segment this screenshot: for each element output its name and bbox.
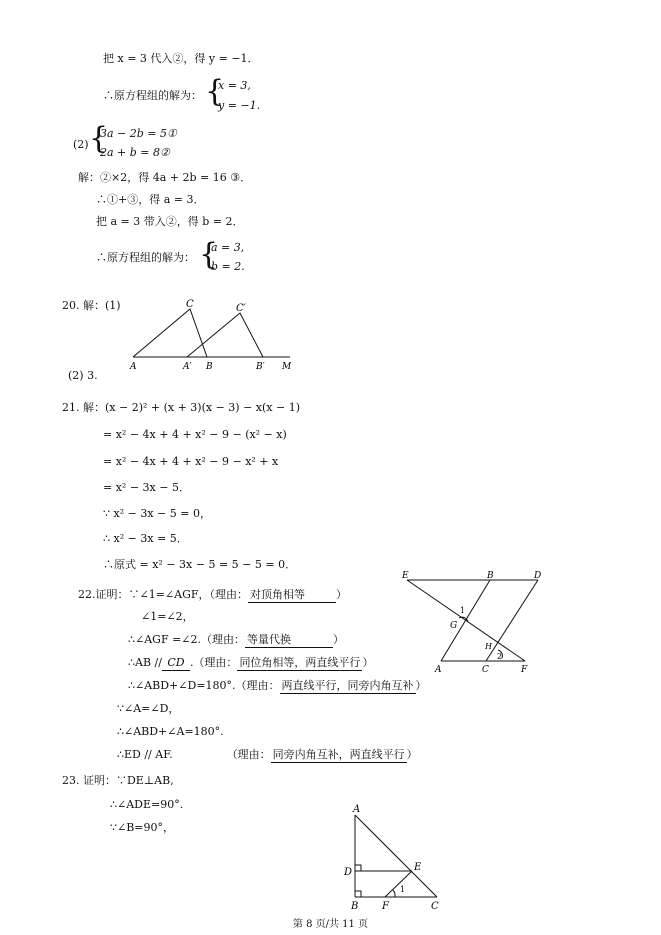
s22-line-1	[78, 588, 347, 603]
s22-angle-1: 1	[460, 606, 466, 615]
page-footer: 第 8 页/共 11 页	[292, 919, 369, 930]
s22-line-1-pre: 22.证明：∵∠1=∠AGF，（理由：	[78, 588, 249, 601]
s19-brace-2: {	[89, 121, 109, 156]
s20-translation-figure	[125, 296, 300, 376]
s22-line-4	[128, 656, 373, 671]
s22-point-H: H	[485, 642, 492, 651]
s22-reason-5: 两直线平行，同旁内角互补	[281, 679, 414, 692]
s22-line-2: ∠1=∠2，	[141, 610, 194, 623]
s19-part2-label: (2)	[73, 138, 89, 151]
s19-brace-1: {	[205, 74, 225, 109]
s19-solution2-prefix: ∴原方程组的解为：	[96, 251, 195, 264]
s21-line-5: ∵ x² − 3x − 5 = 0，	[103, 507, 211, 520]
s19-solution-x: x = 3,	[218, 79, 251, 92]
s22-line-8	[117, 748, 418, 763]
s22-close-4: ）	[362, 656, 374, 669]
s23-right-triangle-figure	[340, 800, 450, 915]
s22-line-5-pre: ∴∠ABD+∠D=180°.（理由：	[128, 679, 280, 692]
s22-point-A: A	[435, 665, 442, 675]
s21-line-6: ∴ x² − 3x = 5．	[103, 532, 188, 545]
s23-line-2: ∴∠ADE=90°.	[110, 798, 184, 811]
s22-line-3	[128, 633, 344, 648]
s22-line-8-pre: ∴ED // AF.	[117, 748, 173, 761]
s19-line-substitute: 把 x = 3 代入②，得 y = −1．	[103, 52, 259, 65]
s23-point-D: D	[344, 867, 353, 878]
s22-blank-cd: CD	[162, 656, 190, 671]
s23-point-F: F	[382, 901, 389, 912]
s22-point-F: F	[521, 665, 528, 675]
s20-point-A1: A′	[183, 362, 192, 372]
s19-line-substitute-a: 把 a = 3 带入②，得 b = 2．	[96, 215, 244, 228]
s22-line-6: ∵∠A=∠D，	[117, 702, 180, 715]
s20-point-B1: B′	[256, 362, 265, 372]
s22-reason-8: 同旁内角互补，两直线平行	[272, 748, 405, 761]
s22-line-5	[128, 679, 427, 694]
s20-point-A: A	[130, 362, 137, 372]
s19-line-multiply: 解：②×2，得 4a + 2b = 16 ③．	[78, 171, 252, 184]
s21-line-7: ∴原式 = x² − 3x − 5 = 5 − 5 = 0．	[103, 558, 297, 571]
s22-close-8: ）	[406, 748, 418, 761]
s23-angle-1: 1	[400, 885, 406, 894]
s19-solution2-b: b = 2.	[211, 260, 245, 273]
s22-point-G: G	[450, 621, 458, 631]
s23-point-C: C	[431, 901, 439, 912]
s22-line-4-mid: .（理由：	[189, 656, 238, 669]
s20-point-B: B	[206, 362, 213, 372]
s22-reason-1: 对顶角相等	[248, 588, 336, 603]
s22-reason-4: 同位角相等，两直线平行	[239, 656, 361, 669]
s22-close-5: ）	[415, 679, 427, 692]
s21-line-3: = x² − 4x + 4 + x² − 9 − x² + x	[103, 455, 279, 468]
s22-line-4-pre: ∴AB //	[128, 656, 162, 669]
s22-angle-2: 2	[497, 652, 503, 661]
s22-line-7: ∴∠ABD+∠A=180°.	[117, 725, 224, 738]
s19-solution2-a: a = 3,	[211, 241, 245, 254]
s22-close-1: ）	[336, 588, 348, 601]
s23-point-A: A	[353, 804, 361, 815]
s19-brace-3: {	[199, 237, 219, 272]
s20-point-M: M	[282, 362, 292, 372]
s19-equation-1: 3a − 2b = 5①	[100, 127, 177, 140]
s21-line-2: = x² − 4x + 4 + x² − 9 − (x² − x)	[103, 428, 287, 441]
s19-line-add: ∴①+③，得 a = 3．	[96, 193, 205, 206]
s21-line-1: 21. 解：(x − 2)² + (x + 3)(x − 3) − x(x − 1)	[62, 401, 301, 414]
s20-point-C1: C′	[236, 303, 246, 314]
s21-line-4: = x² − 3x − 5．	[103, 481, 190, 494]
s19-solution-y: y = −1.	[218, 99, 261, 112]
s22-close-3: ）	[333, 633, 345, 646]
s23-point-E: E	[414, 862, 422, 873]
s19-solution-prefix: ∴原方程组的解为：	[103, 89, 202, 102]
s22-point-C: C	[482, 665, 489, 675]
s22-line-8-mid: （理由：	[226, 748, 271, 761]
s23-line-3: ∵∠B=90°，	[110, 821, 175, 834]
s23-point-B: B	[351, 901, 359, 912]
s22-line-3-pre: ∴∠AGF =∠2.（理由：	[128, 633, 246, 646]
s22-point-B: B	[487, 571, 494, 581]
s20-label: 20. 解：(1)	[62, 299, 121, 312]
s19-equation-2: 2a + b = 8②	[100, 146, 170, 159]
s22-point-D: D	[534, 571, 542, 581]
s20-part2: (2) 3.	[68, 369, 98, 382]
s23-line-1: 23. 证明：∵DE⊥AB,	[62, 774, 174, 787]
s22-point-E: E	[402, 571, 409, 581]
s22-reason-3: 等量代换	[245, 633, 333, 648]
s20-point-C: C	[186, 299, 194, 310]
s22-parallel-lines-figure	[398, 570, 553, 678]
